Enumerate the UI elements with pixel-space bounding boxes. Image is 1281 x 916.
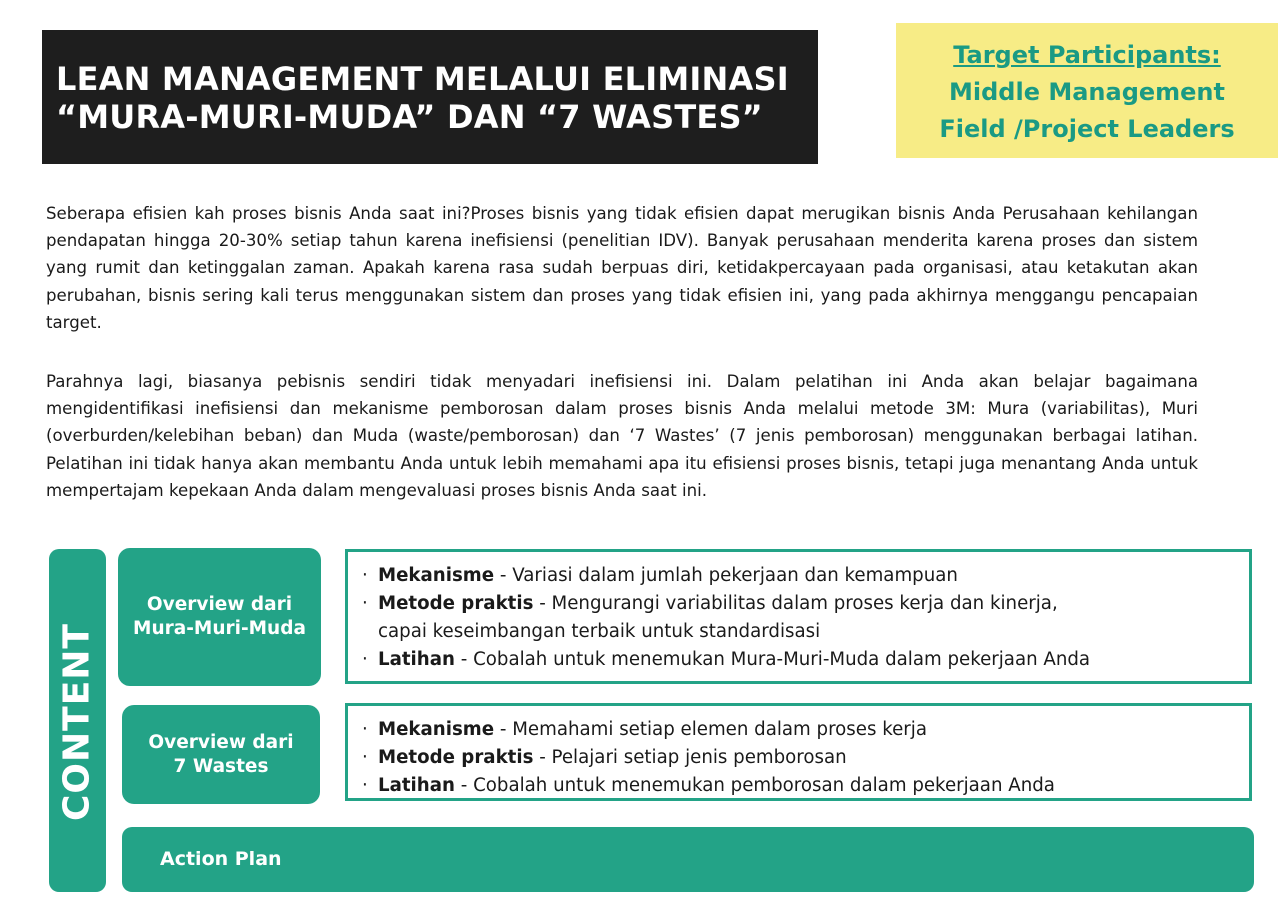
list-item [362,716,1249,744]
title-banner [42,30,818,164]
bullet-icon: · [362,565,368,586]
list-item [362,772,1249,800]
list-item [362,590,1249,618]
detail-box-7-wastes [345,703,1252,801]
intro-paragraph-1: Seberapa efisien kah proses bisnis Anda saat ini?Proses bisnis yang tidak efisien dapat merugikan bisnis Anda Perusahaan kehilangan pendapatan hingga 20-30% setiap tahun karena inefisiensi (penelitian IDV). Banyak perusahaan menderita karena proses dan sistem yang rumit dan ketinggalan zaman. Apakah karena rasa sudah berpuas diri, ketidakpercayaan pada organisasi, atau ketakutan akan perubahan, bisnis sering kali terus menggunakan sistem dan proses yang tidak efisien ini, yang pada akhirnya menggangu pencapaian target. [46,204,1198,332]
topic-label-line: 7 Wastes [173,755,269,777]
list-item [362,562,1249,590]
content-label: CONTENT [56,623,98,821]
bullet-icon: · [362,747,368,768]
item-text: - Variasi dalam jumlah pekerjaan dan kemampuan [494,565,958,586]
list-item [362,744,1249,772]
bullet-icon: · [362,719,368,740]
item-term: Latihan [378,775,455,796]
item-text: - Pelajari setiap jenis pemborosan [533,747,847,768]
topic-label-line: Overview dari [146,594,293,615]
item-text: - Cobalah untuk menemukan Mura-Muri-Muda dalam pekerjaan Anda [454,649,1091,670]
target-participants-box [896,23,1278,158]
title-line-2: “MURA-MURI-MUDA” DAN “7 WASTES” [56,98,763,136]
list-item [362,646,1249,674]
list-item-continuation: capai keseimbangan terbaik untuk standardisasi [378,621,821,642]
intro-paragraph-2: Parahnya lagi, biasanya pebisnis sendiri tidak menyadari inefisiensi ini. Dalam pelatihan ini Anda akan belajar bagaimana mengidentifikasi inefisiensi dan mekanisme pemborosan dalam proses bisnis Anda melalui metode 3M: Mura (variabilitas), Muri (overburden/kelebihan beban) dan Muda (waste/pemborosan) dan ‘7 Wastes’ (7 jenis pemborosan) menggunakan berbagai latihan. Pelatihan ini tidak hanya akan membantu Anda untuk lebih memahami apa itu efisiensi proses bisnis, tetapi juga menantang Anda untuk mempertajam kepekaan Anda dalam mengevaluasi proses bisnis Anda saat ini. [46,372,1198,500]
topic-label-line: Mura-Muri-Muda [133,618,306,639]
bullet-icon: · [362,593,368,614]
action-plan-bar: Action Plan [122,827,1254,892]
item-text: - Mengurangi variabilitas dalam proses kerja dan kinerja, [533,593,1058,614]
item-term: Metode praktis [378,593,534,614]
target-participant-item: Middle Management [949,78,1225,106]
bullet-icon: · [362,775,368,796]
topic-label-line: Overview dari [148,731,294,753]
bullet-icon: · [362,649,368,670]
target-participant-item: Field /Project Leaders [939,115,1235,143]
item-term: Metode praktis [378,747,534,768]
detail-box-mura-muri-muda [345,549,1252,684]
item-text: - Memahami setiap elemen dalam proses kerja [494,719,927,740]
target-participants-heading: Target Participants: [953,41,1221,69]
topic-7-wastes [122,705,320,804]
title-line-1: LEAN MANAGEMENT MELALUI ELIMINASI [56,60,789,98]
item-term: Mekanisme [378,719,495,740]
item-term: Latihan [378,649,455,670]
topic-mura-muri-muda [118,548,321,686]
item-term: Mekanisme [378,565,495,586]
item-text: - Cobalah untuk menemukan pemborosan dalam pekerjaan Anda [454,775,1055,796]
